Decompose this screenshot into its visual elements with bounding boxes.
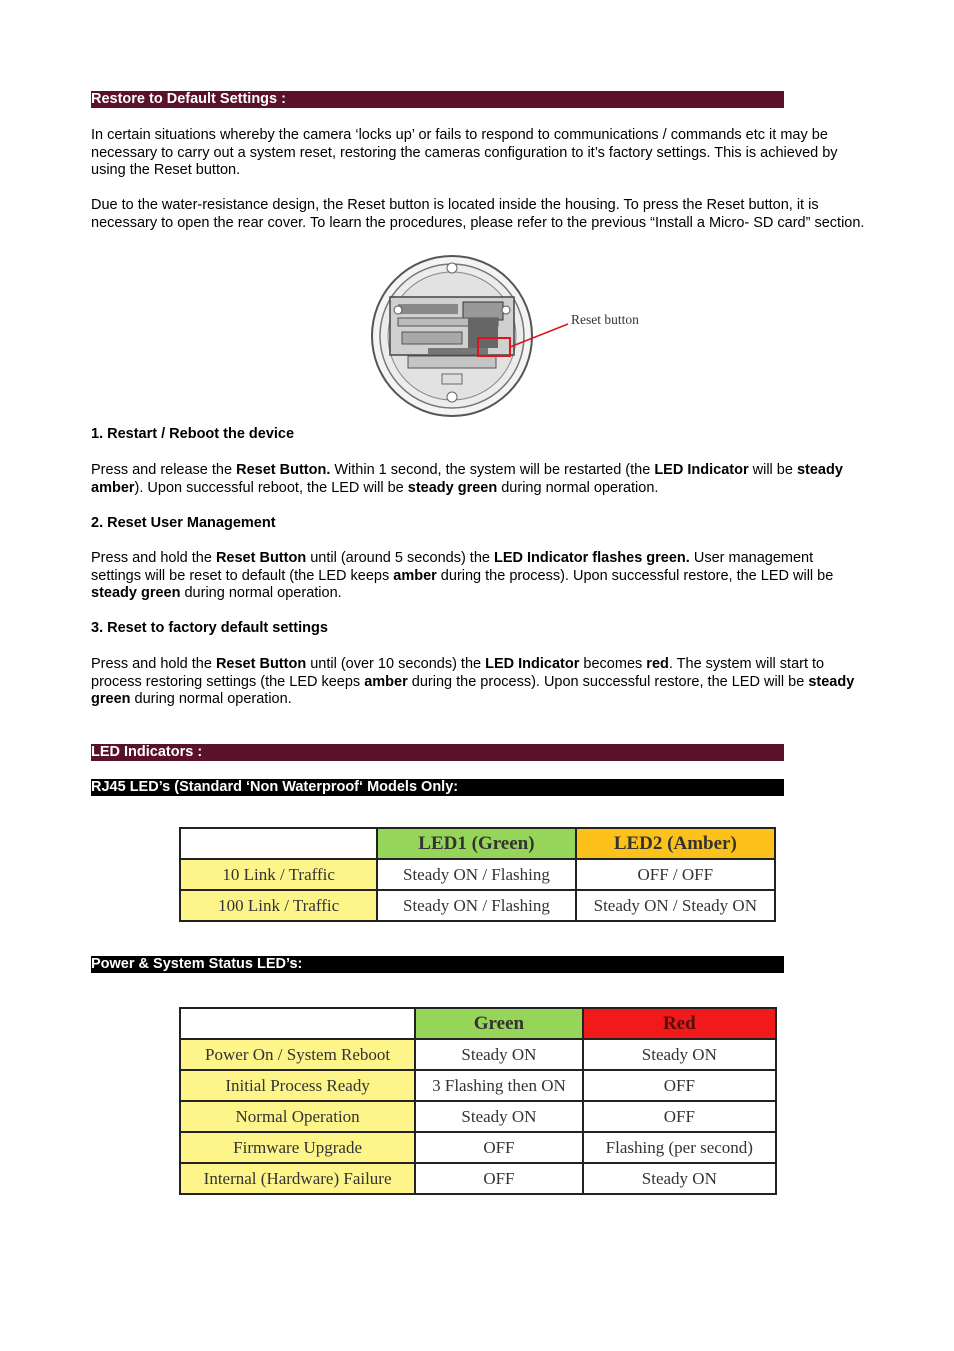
- table-cell: Steady ON / Flashing: [377, 890, 575, 921]
- table-cell: 3 Flashing then ON: [415, 1070, 582, 1101]
- reset-button-access-paragraph: Due to the water-resistance design, the Reset button is located inside the housing. To press the Reset button, it is necessary to open the rear cover. To learn the procedures, please refer to the previous “Install a Micro- SD card” section.: [91, 197, 865, 231]
- camera-housing-illustration: [368, 252, 658, 420]
- table-row: [180, 1070, 776, 1101]
- row-label: 100 Link / Traffic: [180, 890, 377, 921]
- table-cell: Steady ON / Steady ON: [576, 890, 775, 921]
- row-label: 10 Link / Traffic: [180, 859, 377, 890]
- factory-reset-heading: 3. Reset to factory default settings: [91, 620, 328, 636]
- restore-section-title: Restore to Default Settings :: [91, 91, 784, 108]
- table-corner-cell: [180, 828, 377, 859]
- table-cell: Flashing (per second): [583, 1132, 776, 1163]
- table-row: [180, 1039, 776, 1070]
- restart-heading: 1. Restart / Reboot the device: [91, 426, 295, 442]
- user-management-paragraph: Press and hold the Reset Button until (around 5 seconds) the LED Indicator flashes green. User management settings will be reset to default (the LED keeps amber during the process). Upon successful restore, the LED will be steady green during normal operation.: [91, 550, 834, 601]
- row-label: Initial Process Ready: [180, 1070, 415, 1101]
- rj45-led-table: [179, 827, 776, 922]
- red-header: Red: [583, 1008, 776, 1039]
- table-row: [180, 1132, 776, 1163]
- table-cell: OFF: [415, 1163, 582, 1194]
- table-cell: Steady ON: [583, 1163, 776, 1194]
- table-cell: Steady ON: [415, 1039, 582, 1070]
- user-management-heading: 2. Reset User Management: [91, 515, 276, 531]
- table-cell: OFF / OFF: [576, 859, 775, 890]
- table-cell: Steady ON: [583, 1039, 776, 1070]
- table-row: [180, 1101, 776, 1132]
- camera-housing-figure: [368, 252, 658, 420]
- restore-intro-paragraph: In certain situations whereby the camera ‘locks up’ or fails to respond to communications / commands etc it may be necessary to carry out a system reset, restoring the cameras configuration to it’s factory settings. This is achieved by using the Reset button.: [91, 127, 838, 178]
- led-indicators-title: LED Indicators :: [91, 744, 784, 761]
- table-corner-cell: [180, 1008, 415, 1039]
- row-label: Power On / System Reboot: [180, 1039, 415, 1070]
- reset-button-callout-label: Reset button: [571, 312, 639, 327]
- table-row: [180, 1163, 776, 1194]
- table-row: [180, 859, 775, 890]
- row-label: Normal Operation: [180, 1101, 415, 1132]
- row-label: Firmware Upgrade: [180, 1132, 415, 1163]
- table-cell: Steady ON / Flashing: [377, 859, 575, 890]
- power-status-led-subtitle: Power & System Status LED’s:: [91, 956, 784, 973]
- table-cell: OFF: [415, 1132, 582, 1163]
- factory-reset-paragraph: Press and hold the Reset Button until (over 10 seconds) the LED Indicator becomes red. The system will start to process restoring settings (the LED keeps amber during the process). Upon successful restore, the LED will be steady green during normal operation.: [91, 656, 855, 707]
- table-header-row: [180, 1008, 776, 1039]
- green-header: Green: [415, 1008, 582, 1039]
- rj45-led-subtitle: RJ45 LED’s (Standard ‘Non Waterproof‘ Models Only:: [91, 779, 784, 796]
- led2-amber-header: LED2 (Amber): [576, 828, 775, 859]
- table-cell: Steady ON: [415, 1101, 582, 1132]
- row-label: Internal (Hardware) Failure: [180, 1163, 415, 1194]
- table-header-row: [180, 828, 775, 859]
- table-cell: OFF: [583, 1101, 776, 1132]
- restart-paragraph: Press and release the Reset Button. Within 1 second, the system will be restarted (the LED Indicator will be steady amber). Upon successful reboot, the LED will be steady green during normal operation.: [91, 462, 843, 496]
- table-row: [180, 890, 775, 921]
- table-cell: OFF: [583, 1070, 776, 1101]
- led1-green-header: LED1 (Green): [377, 828, 575, 859]
- power-status-led-table: [179, 1007, 777, 1195]
